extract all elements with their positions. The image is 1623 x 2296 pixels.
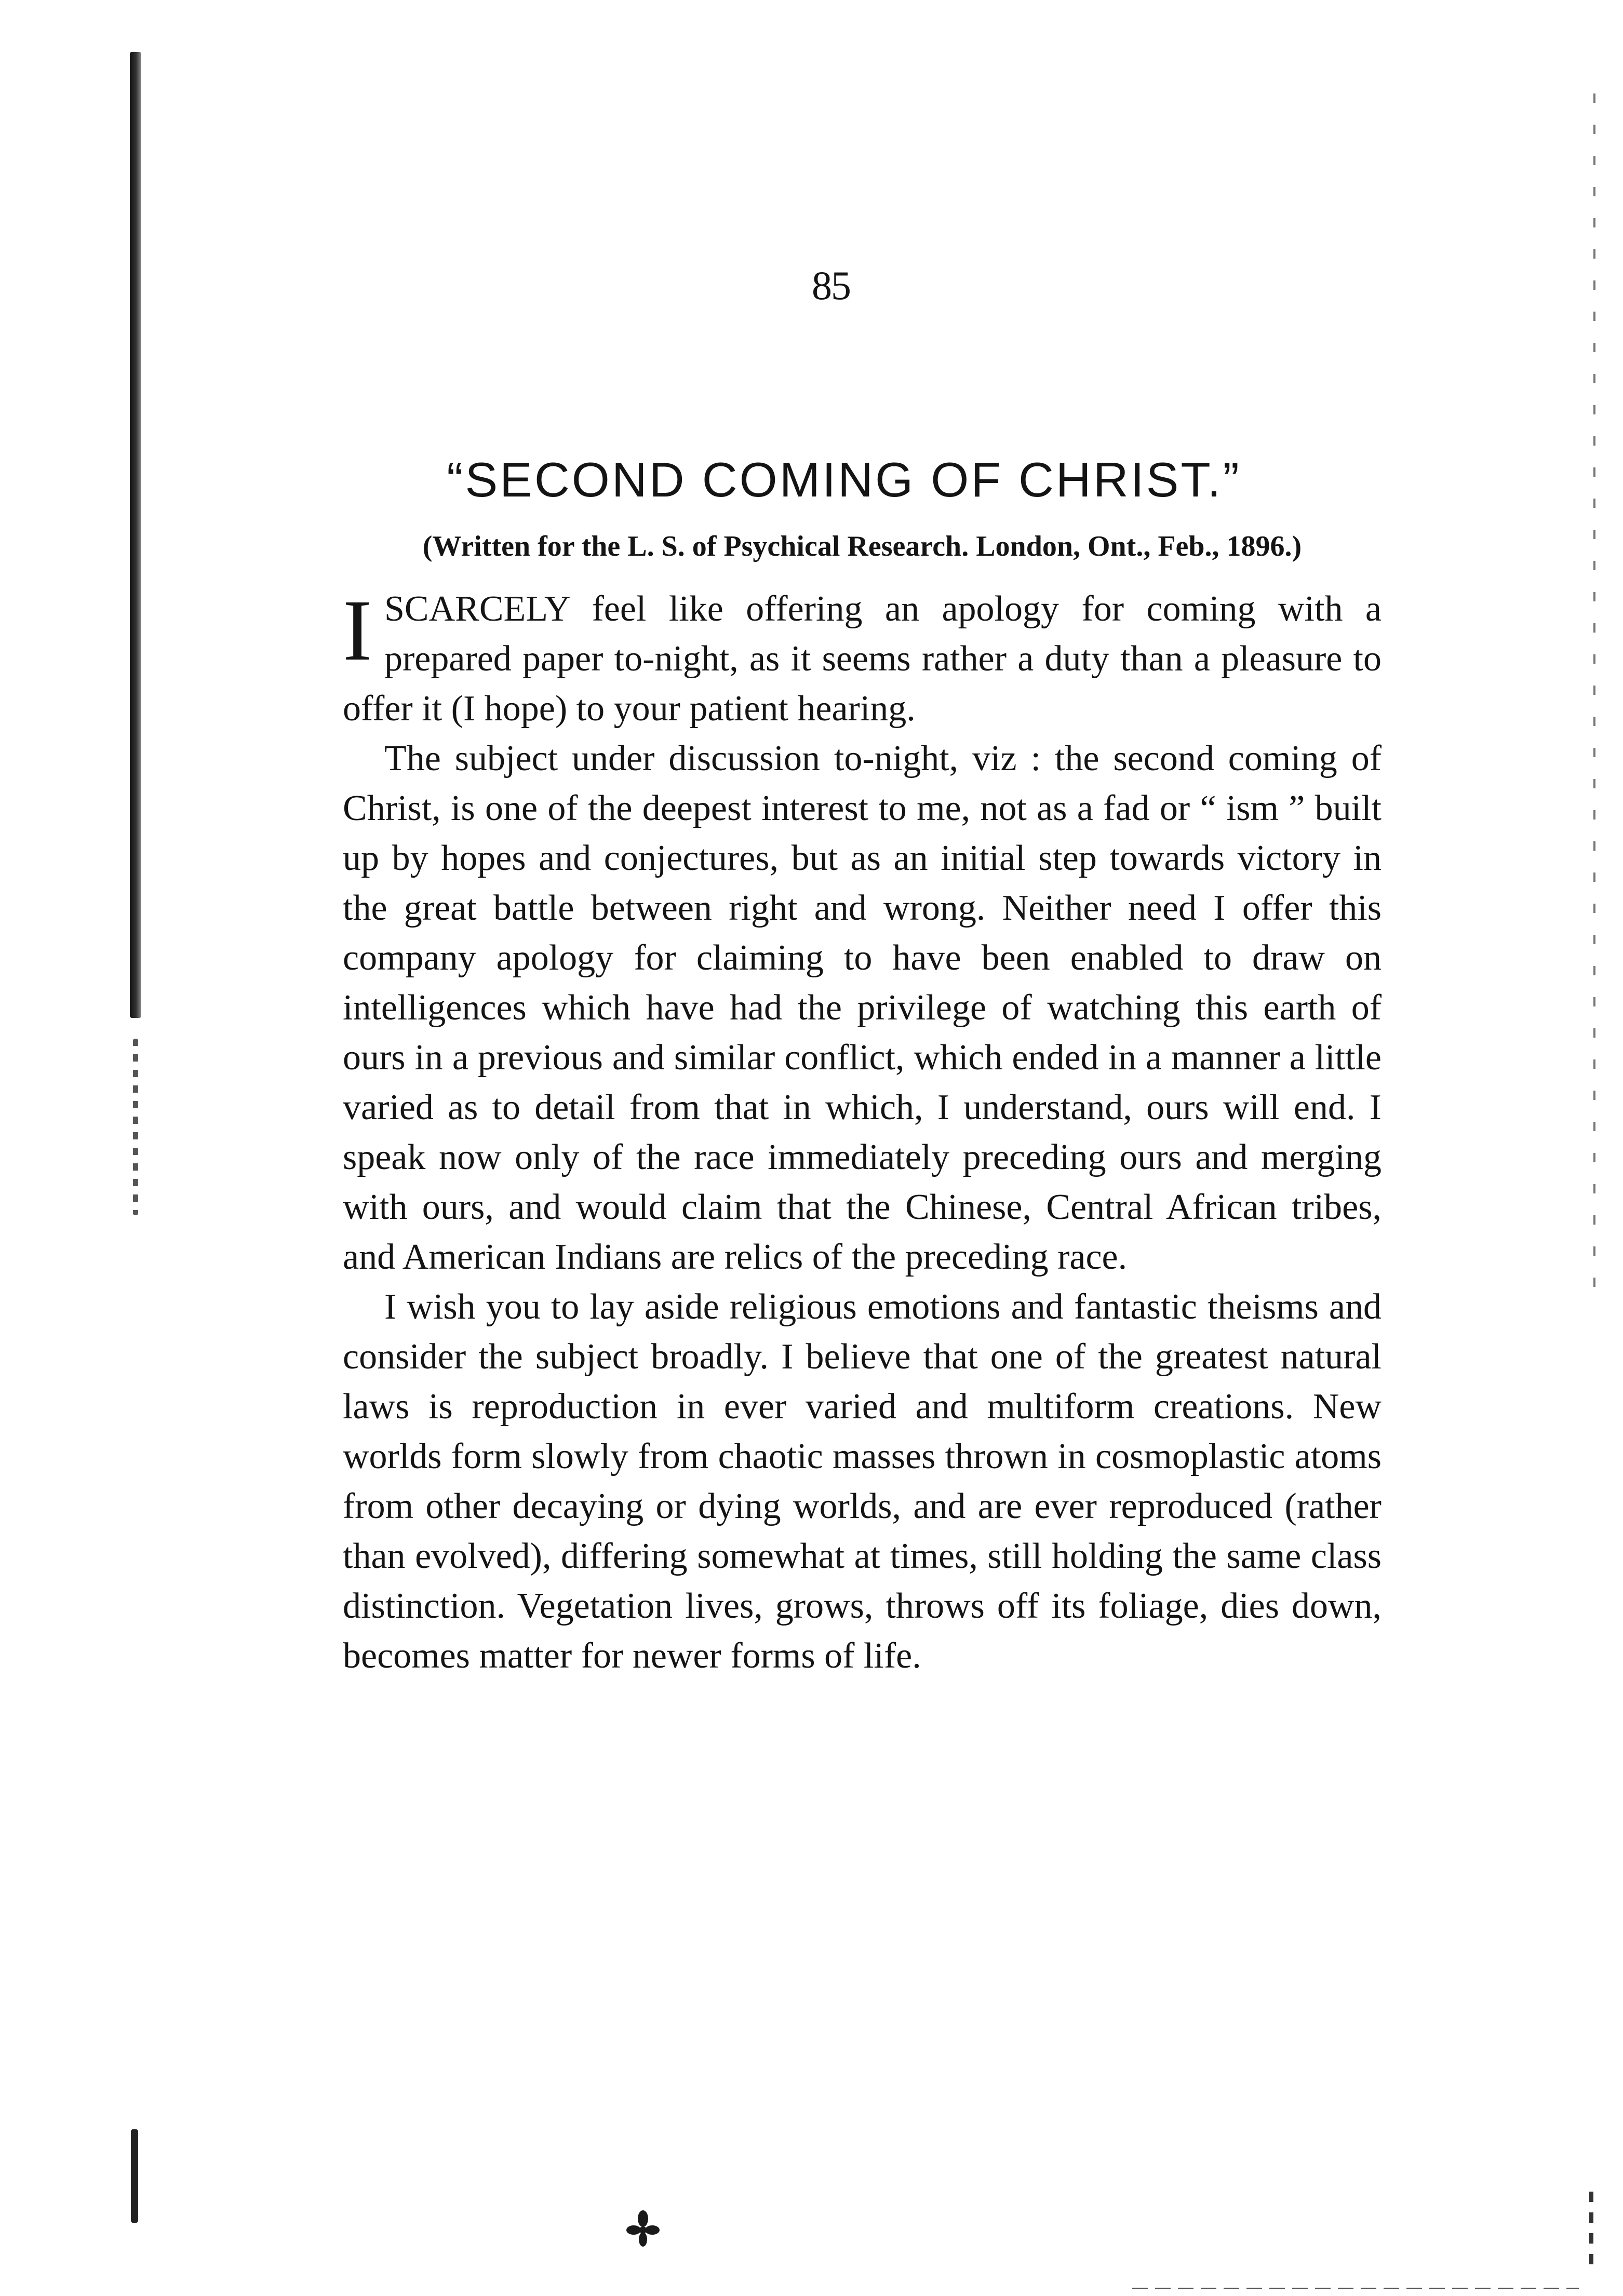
printers-flower-icon — [621, 2207, 665, 2251]
bottom-edge-rule — [1132, 2288, 1579, 2289]
right-page-edge — [1593, 93, 1595, 1288]
article-body — [343, 584, 1381, 1681]
page-title: “SECOND COMING OF CHRIST.” — [447, 452, 1241, 507]
page-subtitle: (Written for the L. S. of Psychical Research. London, Ont., Feb., 1896.) — [422, 530, 1302, 562]
paragraph-1 — [343, 584, 1381, 734]
page-number: 85 — [812, 263, 850, 308]
paragraph-3: I wish you to lay aside religious emotions and fantastic theisms and consider the subject broadly. I believe that one of the greatest natural laws is reproduction in ever varied and multiform creations. New worlds form slowly from chaotic masses thrown in cosmoplastic atoms from other decaying or dying worlds, and are ever reproduced (rather than evolved), differing somewhat at times, still holding the same class distinction. Vegetation lives, grows, throws off its foliage, dies down, becomes matter for newer forms of life. — [343, 1287, 1381, 1676]
paragraph-2: The subject under discussion to-night, viz : the second coming of Christ, is one of the deepest interest to me, not as a fad or “ ism ” built up by hopes and conjectures, but as an initial step towards victory in the great battle between right and wrong. Neither need I offer this company apology for claiming to have been enabled to draw on intelligences which have had the privilege of watching this earth of ours in a previous and similar conflict, which ended in a manner a little varied as to detail from that in which, I understand, ours will end. I speak now only of the race immediately preceding ours and merging with ours, and would claim that the Chinese, Central African tribes, and American Indians are relics of the preceding race. — [343, 739, 1381, 1277]
drop-cap: I — [343, 582, 372, 679]
binding-shadow — [130, 52, 141, 1018]
binding-shadow-bottom — [131, 2129, 138, 2223]
right-page-edge-lower — [1589, 2192, 1593, 2275]
binding-shadow-lower — [133, 1039, 138, 1215]
paragraph-1-text: SCARCELY feel like offering an apology for coming with a prepared paper to-night, as it seems rather a duty than a pleasure to offer it (I hope) to your patient hearing. — [343, 589, 1381, 729]
